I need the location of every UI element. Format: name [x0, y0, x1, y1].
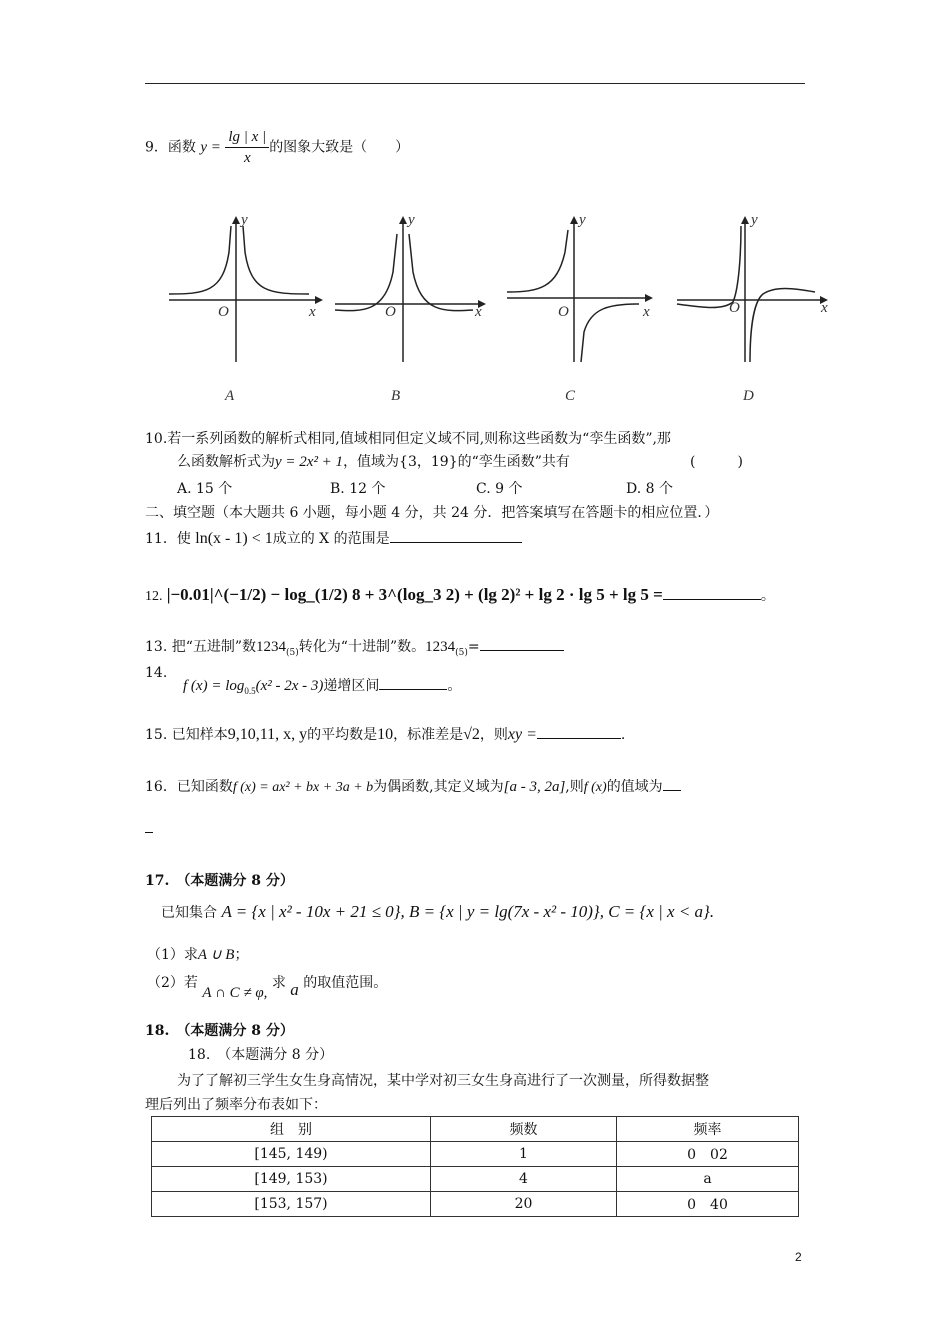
q10-option-b: B. 12 个 — [330, 481, 386, 497]
q15-xy: xy = — [507, 726, 537, 743]
q9-fraction — [225, 127, 269, 168]
q11-answer-blank[interactable] — [390, 528, 522, 543]
q10-paren: ( ) — [690, 454, 743, 470]
q15-answer-blank[interactable] — [537, 724, 621, 739]
q18-line2: 理后列出了频率分布表如下： — [145, 1097, 327, 1113]
q16-end: 的值域为 — [606, 779, 663, 795]
q10-option-d: D. 8 个 — [626, 481, 673, 497]
graph-d-y: y — [751, 212, 758, 228]
graph-d-x: x — [821, 300, 828, 316]
graph-b — [333, 212, 493, 412]
q17-title: 17. （本题满分 8 分） — [145, 873, 294, 889]
table-cell: [149, 153) — [152, 1167, 431, 1192]
question-9 — [145, 127, 409, 168]
graph-d-origin: O — [729, 300, 740, 316]
q11-formula: ln(x - 1) < 1 — [195, 530, 273, 547]
q11-suffix: 成立的 X 的范围是 — [272, 531, 390, 547]
q10-line2 — [177, 451, 570, 471]
table-cell: 1 — [431, 1142, 617, 1167]
q17-p2-b: A ∩ C ≠ φ, — [202, 985, 268, 1001]
q18-line1: 为了了解初三学生女生身高情况，某中学对初三女生身高进行了一次测量，所得数据整 — [177, 1073, 709, 1089]
table-header-row — [152, 1117, 799, 1142]
graph-c — [505, 212, 665, 412]
table-row — [152, 1167, 799, 1192]
table-row — [152, 1142, 799, 1167]
q11-number: 11．使 — [145, 531, 191, 547]
q10-option-a: A. 15 个 — [177, 481, 233, 497]
q14-base: 0.5 — [244, 685, 256, 696]
q14-end: 。 — [447, 678, 462, 694]
q15-end: . — [620, 727, 626, 743]
q16-mid2: ,则 — [565, 779, 584, 795]
table-cell: a — [617, 1167, 799, 1192]
q16-text: 16．已知函数 — [145, 779, 233, 795]
question-12 — [145, 585, 775, 605]
q17-p1-a: （1）求 — [147, 947, 198, 963]
q17-p2-d: a — [290, 980, 299, 999]
question-15 — [145, 724, 625, 744]
q12-number: 12. — [145, 589, 163, 604]
q9-prefix: 函数 — [167, 139, 196, 156]
table-cell: 0 02 — [617, 1142, 799, 1167]
graph-a-origin: O — [218, 304, 229, 320]
question-16 — [145, 776, 681, 796]
q17-intro: 已知集合 — [161, 905, 217, 921]
q13-num2: 1234 — [425, 639, 456, 655]
q15-mean: 10 — [377, 726, 394, 743]
q16-answer-blank[interactable] — [663, 776, 681, 791]
q10-line2-b: ，值域为{3，19}的“孪生函数”共有 — [343, 454, 570, 470]
q13-answer-blank[interactable] — [480, 636, 564, 651]
graph-c-y: y — [579, 212, 586, 228]
q12-answer-blank[interactable] — [663, 585, 761, 600]
q13-sub2: (5) — [455, 647, 468, 658]
q9-suffix: 的图象大致是（ ） — [269, 139, 410, 156]
q9-frac-den: x — [243, 150, 251, 166]
table-cell: 0 40 — [617, 1192, 799, 1217]
q9-frac-num: lg | x | — [225, 127, 269, 148]
header-rule — [145, 83, 805, 84]
frequency-table — [151, 1116, 799, 1217]
graph-d — [675, 212, 840, 412]
q16-formula: f (x) = ax² + bx + 3a + b — [232, 780, 374, 795]
graph-b-x: x — [475, 304, 482, 320]
graph-a-x: x — [309, 304, 316, 320]
q16-mid: 为偶函数,其定义域为 — [373, 779, 504, 795]
table-header-frequency: 频率 — [617, 1117, 799, 1142]
q16-domain: [a - 3, 2a] — [503, 779, 566, 795]
q13-text: 13. 把“五进制”数 — [145, 639, 257, 655]
q10-line2-a: 么函数解析式为 — [177, 454, 275, 470]
table-cell: [145, 149) — [152, 1142, 431, 1167]
table-header-group: 组 别 — [152, 1117, 431, 1142]
q15-mid2: ，标准差是 — [393, 727, 464, 743]
q15-sd: √2 — [463, 726, 480, 743]
graph-d-plot — [675, 212, 840, 372]
q17-part-1 — [147, 944, 248, 964]
section-2-heading: 二、填空题（本大题共 6 小题，每小题 4 分，共 24 分．把答案填写在答题卡的相应位置．） — [145, 505, 719, 521]
graph-d-label: D — [743, 388, 754, 404]
q9-number: 9． — [145, 139, 168, 156]
graph-c-x: x — [643, 304, 650, 320]
page-number: 2 — [795, 1250, 802, 1264]
q14-answer-blank[interactable] — [379, 675, 447, 690]
q17-sets: A = {x | x² - 10x + 21 ≤ 0}, B = {x | y = lg(7x - x² - 10)}, C = {x | x < a}. — [221, 902, 715, 921]
table-header-count: 频数 — [431, 1117, 617, 1142]
q13-num1: 1234 — [256, 639, 287, 655]
graph-c-plot — [505, 212, 665, 372]
q10-option-c: C. 9 个 — [476, 481, 523, 497]
q18-title: 18. （本题满分 8 分） — [145, 1023, 294, 1039]
q16-blank-continuation[interactable] — [145, 818, 153, 833]
q12-end: 。 — [760, 589, 775, 604]
q17-p1-b: A ∪ B — [197, 947, 235, 963]
q18-subtitle: 18. （本题满分 8 分） — [188, 1047, 334, 1063]
question-14 — [183, 675, 461, 696]
q14-number: 14. — [145, 665, 168, 681]
question-11 — [145, 528, 522, 548]
graph-a-y: y — [241, 212, 248, 228]
q17-sets-line — [161, 902, 714, 922]
q16-fx: f (x) — [583, 780, 607, 795]
q13-eq: = — [467, 639, 480, 655]
q13-mid: 转化为“十进制”数。 — [298, 639, 426, 655]
table-cell: [153, 157) — [152, 1192, 431, 1217]
q12-expression: |−0.01|^(−1/2) − log_(1/2) 8 + 3^(log_3 2) + (lg 2)² + lg 2 · lg 5 + lg 5 = — [166, 585, 663, 604]
q14-suffix: 递增区间 — [323, 678, 380, 694]
graph-b-y: y — [408, 212, 415, 228]
q10-formula: y = 2x² + 1 — [275, 454, 344, 470]
q15-text: 15. 已知样本 — [145, 727, 228, 743]
q14-arg: (x² - 2x - 3) — [255, 678, 324, 694]
q17-p2-c: 求 — [271, 975, 286, 991]
q17-p2-a: （2）若 — [147, 975, 198, 991]
q13-sub1: (5) — [286, 647, 299, 658]
q15-sample: 9,10,11, x, y — [227, 726, 308, 743]
table-cell: 20 — [431, 1192, 617, 1217]
q9-y-eq: y = — [200, 139, 221, 156]
table-cell: 4 — [431, 1167, 617, 1192]
graph-b-label: B — [391, 388, 401, 404]
q10-line1: 10.若一系列函数的解析式相同,值域相同但定义域不同,则称这些函数为“孪生函数”,那 — [145, 431, 671, 447]
q17-p1-c: ； — [234, 947, 249, 963]
q17-p2-e: 的取值范围。 — [303, 975, 388, 991]
q14-formula: f (x) = log — [183, 678, 245, 694]
question-13 — [145, 636, 564, 658]
graph-a-plot — [165, 212, 325, 372]
q15-mid: 的平均数是 — [307, 727, 378, 743]
graph-c-origin: O — [558, 304, 569, 320]
q17-part-2 — [147, 972, 388, 1001]
q15-mid3: ，则 — [479, 727, 508, 743]
graph-b-origin: O — [385, 304, 396, 320]
graph-a — [165, 212, 325, 412]
graph-c-label: C — [565, 388, 576, 404]
graph-a-label: A — [225, 388, 235, 404]
graph-b-plot — [333, 212, 493, 372]
table-row — [152, 1192, 799, 1217]
